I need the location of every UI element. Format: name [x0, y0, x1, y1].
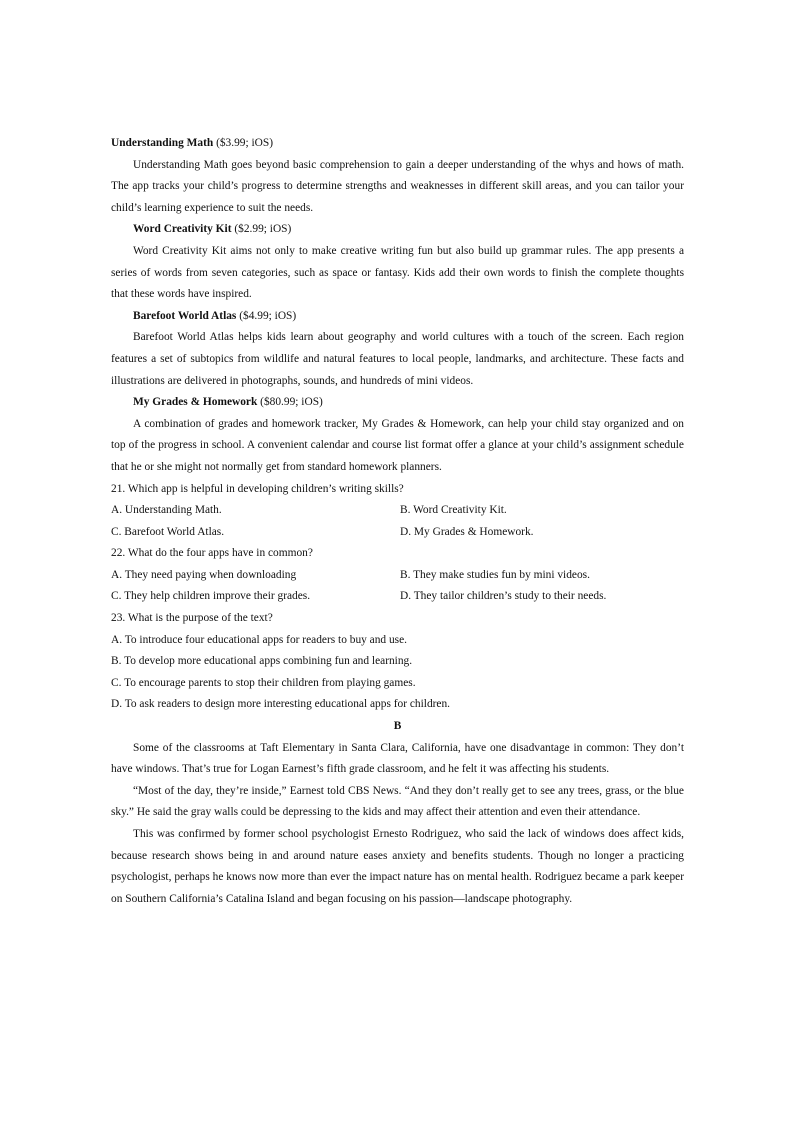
app-price: ($4.99; iOS): [236, 309, 297, 322]
section-heading: B: [393, 720, 402, 733]
option-c: C. To encourage parents to stop their children from playing games.: [111, 676, 416, 689]
option-a: A. They need paying when downloading: [111, 568, 297, 581]
app-description: A combination of grades and homework tracker, My Grades & Homework, can help your child stay organized and on top of the progress in school. A convenient calendar and course list format offer a glance at your child’s assignment schedule that he or she might not normally get from standard homework planners.: [111, 417, 684, 473]
app-title: [111, 133, 684, 155]
option-row: [111, 500, 684, 522]
app-price: ($3.99; iOS): [213, 137, 274, 149]
question-stem: 23. What is the purpose of the text?: [111, 612, 273, 625]
app-title: [111, 219, 684, 241]
app-name: Word Creativity Kit: [133, 223, 232, 236]
option-b: B. To develop more educational apps combining fun and learning.: [111, 655, 413, 668]
app-price: ($2.99; iOS): [231, 223, 292, 236]
app-price: ($80.99; iOS): [257, 396, 323, 409]
app-description: Understanding Math goes beyond basic comprehension to gain a deeper understanding of the whys and hows of math. The app tracks your child’s progress to determine strengths and weaknesses in different skill areas, and you can tailor your child’s learning experience to suit the needs.: [111, 158, 684, 214]
option-c: C. Barefoot World Atlas.: [111, 525, 225, 538]
option-d: D. They tailor children’s study to their needs.: [400, 590, 607, 603]
app-title: [111, 306, 684, 328]
option-a: A. To introduce four educational apps for readers to buy and use.: [111, 633, 408, 646]
option-b: B. Word Creativity Kit.: [400, 504, 507, 517]
option-d: D. To ask readers to design more interesting educational apps for children.: [111, 698, 451, 711]
app-description: Barefoot World Atlas helps kids learn about geography and world cultures with a touch of the screen. Each region features a set of subtopics from wildlife and natural features to local people, landmarks, and architecture. These facts and illustrations are delivered in photographs, sounds, and hundreds of mini videos.: [111, 331, 684, 387]
app-description: Word Creativity Kit aims not only to make creative writing fun but also build up grammar rules. The app presents a series of words from seven categories, such as space or fantasy. Kids add their own words to finish the complete thoughts that these words have inspired.: [111, 244, 684, 301]
document-content: [111, 133, 684, 910]
option-a: A. Understanding Math.: [111, 504, 222, 517]
option-c: C. They help children improve their grades.: [111, 590, 311, 603]
option-row: [111, 565, 684, 587]
app-title: [111, 392, 684, 414]
option-row: [111, 586, 684, 608]
app-name: Barefoot World Atlas: [133, 309, 237, 322]
app-name: Understanding Math: [111, 137, 214, 149]
passage-paragraph: Some of the classrooms at Taft Elementary in Santa Clara, California, have one disadvantage in common: They don’t have windows. That’s true for Logan Earnest’s fifth grade classroom, and he felt it was affecting his students.: [111, 741, 684, 776]
question-stem: 22. What do the four apps have in common?: [111, 547, 313, 560]
app-name: My Grades & Homework: [133, 396, 258, 409]
question-stem: 21. Which app is helpful in developing children’s writing skills?: [111, 482, 404, 495]
option-b: B. They make studies fun by mini videos.: [400, 568, 590, 581]
passage-paragraph: “Most of the day, they’re inside,” Earnest told CBS News. “And they don’t really get to see any trees, grass, or the blue sky.” He said the gray walls could be depressing to the kids and may affect their attention and even their attendance.: [111, 784, 684, 819]
option-row: [111, 522, 684, 544]
option-d: D. My Grades & Homework.: [400, 525, 534, 538]
passage-paragraph: This was confirmed by former school psychologist Ernesto Rodriguez, who said the lack of windows does affect kids, because research shows being in and around nature eases anxiety and benefits students. Though no longer a practicing psychologist, perhaps he knows now more than ever the impact nature has on mental health. Rodriguez became a park keeper on Southern California’s Catalina Island and began focusing on his passion—landscape photography.: [111, 828, 684, 905]
